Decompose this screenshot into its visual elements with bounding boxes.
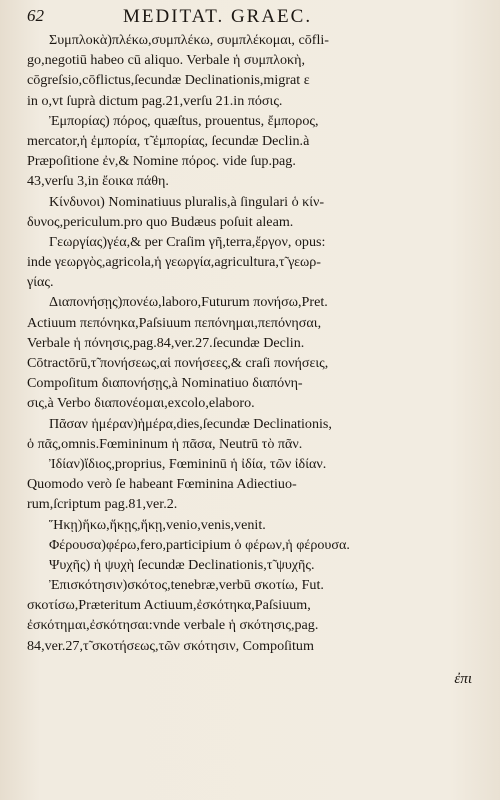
text-line: Ἐμπορίας) πόρος, quæſtus, prouentus, ἔμπορος, <box>49 112 319 129</box>
text-line: ἐσκότημαι,ἐσκότησαι:vnde verbale ἡ σκότησις,pag. <box>27 617 319 634</box>
catchword: ἐπι <box>454 671 472 687</box>
text-line: Ἐπισκότησιν)σκότος,tenebræ,verbū σκοτίω, Fut. <box>49 577 324 594</box>
running-head: MEDITAT. GRAEC. <box>123 6 313 27</box>
text-line: Κίνδυνοι) Nominatiuus pluralis,à ſingulari ὁ κίν- <box>49 193 325 210</box>
text-line: Actiuum πεπόνηκα,Paſsiuum πεπόνημαι,πεπόνησαι, <box>27 314 322 331</box>
text-line: Compoſitum διαπονήσῃς,à Nominatiuo διαπόνη- <box>27 375 303 392</box>
text-line: Cōtractōrū,τ̃ πονήσεως,αἱ πονήσεες,& craſi πονήσεις, <box>27 355 329 371</box>
text-line: 84,ver.27,τ̃ σκοτήσεως,τῶν σκότησιν, Compoſitum <box>27 637 314 654</box>
text-line: σκοτίσω,Præteritum Actiuum,ἐσκότηκα,Paſsiuum, <box>27 597 311 614</box>
text-line: Φέρουσα)φέρω,fero,participium ὁ φέρων,ἡ φέρουσα. <box>49 536 350 553</box>
text-line: Quomodo verò ſe habeant Fœminina Adiectiuo- <box>27 476 297 493</box>
text-line: inde γεωργὸς,agricola,ἡ γεωργία,agricultura,τ̃ γεωρ- <box>27 254 321 271</box>
text-line: 43,verſu 3,in ἔοικα πάθη. <box>27 173 169 190</box>
text-line: Ἥκῃ)ἥκω,ἥκῃς,ἥκῃ,venio,venis,venit. <box>49 516 266 533</box>
page-header <box>27 4 473 30</box>
text-line: Διαπονήσῃς)πονέω,laboro,Futurum πονήσω,Pret. <box>49 294 328 311</box>
page-number: 62 <box>27 6 44 25</box>
text-line: mercator,ἡ ἐμπορία, τ̃ ἐμπορίας, ſecundæ Declin.à <box>27 132 310 149</box>
text-line: Συμπλοκὰ)πλέκω,συμπλέκω, συμπλέκομαι, cōfli- <box>49 32 329 48</box>
text-line: Ἰδίαν)ἴδιος,proprius, Fœmininū ἡ ἰδία, τῶν ἰδίαν. <box>49 455 327 472</box>
text-line: δυνος,periculum.pro quo Budæus poſuit aleam. <box>27 213 294 230</box>
text-line: Ψυχῆς) ἡ ψυχὴ ſecundæ Declinationis,τ̃ ψυχῆς. <box>49 556 315 573</box>
text-line: rum,ſcriptum pag.81,ver.2. <box>27 496 178 513</box>
page-body <box>27 30 476 656</box>
text-line: ὁ πᾶς,omnis.Fœmininum ἡ πᾶσα, Neutrū τὸ πᾶν. <box>27 435 303 452</box>
text-line: σις,à Verbo διαπονέομαι,excolo,elaboro. <box>27 395 255 412</box>
text-line: Γεωργίας)γέα,& per Craſim γῆ,terra,ἔργον, opus: <box>49 233 326 250</box>
text-line: cōgreſsio,cōflictus,ſecundæ Declinationis,migrat ε <box>27 72 310 89</box>
text-line: Præpoſitione ἐν,& Nomine πόρος. vide ſup.pag. <box>27 153 296 170</box>
text-line: Πᾶσαν ἡμέραν)ἡμέρα,dies,ſecundæ Declinationis, <box>49 415 332 432</box>
text-line: Verbale ἡ πόνησις,pag.84,ver.27.ſecundæ Declin. <box>27 334 305 351</box>
text-line: go,negotiū habeo cū aliquo. Verbale ἡ συμπλοκὴ, <box>27 52 306 69</box>
text-line: in o,vt ſuprà dictum pag.21,verſu 21.in πόσις. <box>27 92 283 109</box>
text-line: γίας. <box>27 274 54 291</box>
